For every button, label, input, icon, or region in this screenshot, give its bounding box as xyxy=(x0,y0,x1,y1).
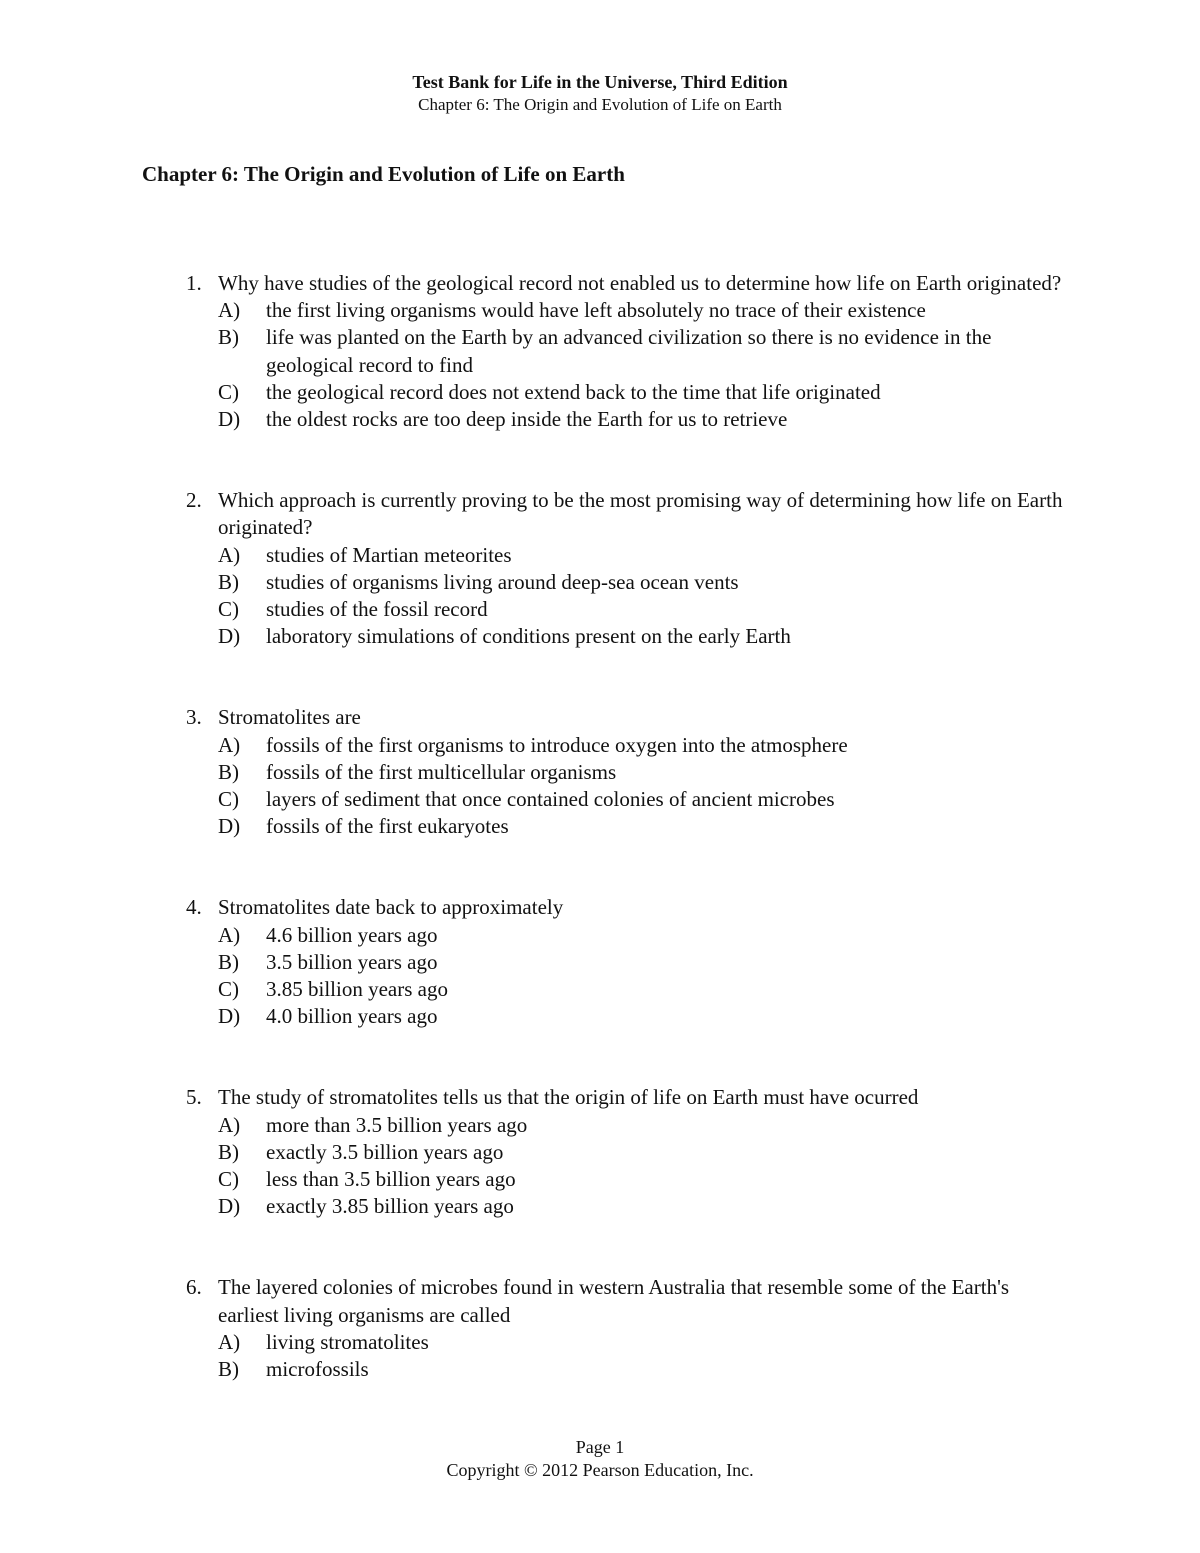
option-text: living stromatolites xyxy=(266,1329,429,1354)
copyright-notice: Copyright © 2012 Pearson Education, Inc. xyxy=(446,1460,754,1480)
page-header xyxy=(0,70,1200,116)
answer-options xyxy=(218,297,1066,433)
option-letter: C) xyxy=(218,977,239,1002)
option-text: studies of organisms living around deep-sea ocean vents xyxy=(266,569,739,594)
option-text: less than 3.5 billion years ago xyxy=(266,1167,516,1192)
header-title: Test Bank for Life in the Universe, Third Edition xyxy=(412,72,788,92)
question-number: 1. xyxy=(186,271,202,295)
question-text: Stromatolites date back to approximately xyxy=(218,895,564,920)
question-text: The study of stromatolites tells us that the origin of life on Earth must have ocurred xyxy=(218,1085,919,1110)
option-text: exactly 3.85 billion years ago xyxy=(266,1194,514,1219)
option-text: fossils of the first eukaryotes xyxy=(266,814,509,839)
option-letter: B) xyxy=(218,569,239,594)
question-number: 2. xyxy=(186,488,202,513)
answer-option xyxy=(218,759,1066,786)
question-item xyxy=(186,894,1066,1030)
answer-options xyxy=(218,1329,1066,1383)
option-text: 3.85 billion years ago xyxy=(266,977,448,1002)
question-text: Why have studies of the geological record not enabled us to determine how life on Earth originated? xyxy=(218,271,1062,295)
option-letter: A) xyxy=(218,1112,241,1137)
answer-option xyxy=(218,786,1066,813)
option-text: fossils of the first multicellular organisms xyxy=(266,759,617,784)
option-text: layers of sediment that once contained colonies of ancient microbes xyxy=(266,787,835,812)
answer-option xyxy=(218,379,1066,406)
question-text: Stromatolites are xyxy=(218,705,361,730)
option-text: studies of the fossil record xyxy=(266,597,488,622)
page-footer xyxy=(0,1436,1200,1482)
answer-option xyxy=(218,1356,1066,1383)
header-subtitle: Chapter 6: The Origin and Evolution of Life on Earth xyxy=(418,95,782,114)
question-text: The layered colonies of microbes found in western Australia that resemble some of the Earth's earliest living organisms are called xyxy=(218,1275,1010,1327)
option-letter: A) xyxy=(218,732,241,757)
option-letter: A) xyxy=(218,298,241,323)
option-text: more than 3.5 billion years ago xyxy=(266,1112,528,1137)
option-letter: D) xyxy=(218,814,241,839)
answer-option xyxy=(218,732,1066,759)
option-letter: B) xyxy=(218,949,239,974)
answer-option xyxy=(218,976,1066,1003)
answer-option xyxy=(218,406,1066,433)
question-item xyxy=(186,704,1066,840)
answer-option xyxy=(218,1193,1066,1220)
option-letter: C) xyxy=(218,1167,239,1192)
answer-option xyxy=(218,623,1066,650)
option-letter: A) xyxy=(218,542,241,567)
option-text: laboratory simulations of conditions present on the early Earth xyxy=(266,624,791,649)
answer-option xyxy=(218,542,1066,569)
option-text: studies of Martian meteorites xyxy=(266,542,512,567)
answer-option xyxy=(218,297,1066,324)
question-number: 4. xyxy=(186,895,202,920)
option-text: 4.0 billion years ago xyxy=(266,1004,438,1029)
option-letter: B) xyxy=(218,325,239,350)
option-text: 3.5 billion years ago xyxy=(266,949,438,974)
option-letter: D) xyxy=(218,1194,241,1219)
option-letter: A) xyxy=(218,1329,241,1354)
option-text: life was planted on the Earth by an advanced civilization so there is no evidence in the geological record to find xyxy=(266,325,992,377)
answer-options xyxy=(218,1112,1066,1221)
option-text: 4.6 billion years ago xyxy=(266,922,438,947)
question-item xyxy=(186,1274,1066,1383)
option-letter: B) xyxy=(218,1139,239,1164)
question-list xyxy=(186,270,1066,1437)
chapter-heading: Chapter 6: The Origin and Evolution of Life on Earth xyxy=(142,162,625,186)
answer-option xyxy=(218,1112,1066,1139)
answer-option xyxy=(218,1329,1066,1356)
answer-option xyxy=(218,1139,1066,1166)
answer-option xyxy=(218,1166,1066,1193)
option-text: the first living organisms would have left absolutely no trace of their existence xyxy=(266,298,926,323)
answer-option xyxy=(218,324,1066,378)
option-text: microfossils xyxy=(266,1357,369,1382)
option-text: the geological record does not extend back to the time that life originated xyxy=(266,379,881,404)
option-letter: B) xyxy=(218,759,239,784)
question-item xyxy=(186,1084,1066,1220)
option-letter: C) xyxy=(218,597,239,622)
answer-option xyxy=(218,949,1066,976)
option-letter: C) xyxy=(218,379,239,404)
option-letter: A) xyxy=(218,922,241,947)
answer-option xyxy=(218,922,1066,949)
option-text: exactly 3.5 billion years ago xyxy=(266,1139,504,1164)
question-item xyxy=(186,487,1066,650)
option-text: fossils of the first organisms to introduce oxygen into the atmosphere xyxy=(266,732,848,757)
question-item xyxy=(186,270,1066,433)
question-number: 6. xyxy=(186,1275,202,1300)
option-letter: D) xyxy=(218,1004,241,1029)
answer-options xyxy=(218,732,1066,841)
answer-option xyxy=(218,1003,1066,1030)
answer-options xyxy=(218,542,1066,651)
answer-option xyxy=(218,569,1066,596)
option-letter: C) xyxy=(218,787,239,812)
answer-option xyxy=(218,813,1066,840)
answer-options xyxy=(218,922,1066,1031)
answer-option xyxy=(218,596,1066,623)
page-number: Page 1 xyxy=(575,1437,625,1457)
option-letter: D) xyxy=(218,407,241,432)
option-text: the oldest rocks are too deep inside the Earth for us to retrieve xyxy=(266,407,788,432)
option-letter: B) xyxy=(218,1357,239,1382)
question-text: Which approach is currently proving to be the most promising way of determining how life on Earth originated? xyxy=(218,488,1063,540)
option-letter: D) xyxy=(218,624,241,649)
question-number: 5. xyxy=(186,1085,202,1110)
question-number: 3. xyxy=(186,705,202,730)
